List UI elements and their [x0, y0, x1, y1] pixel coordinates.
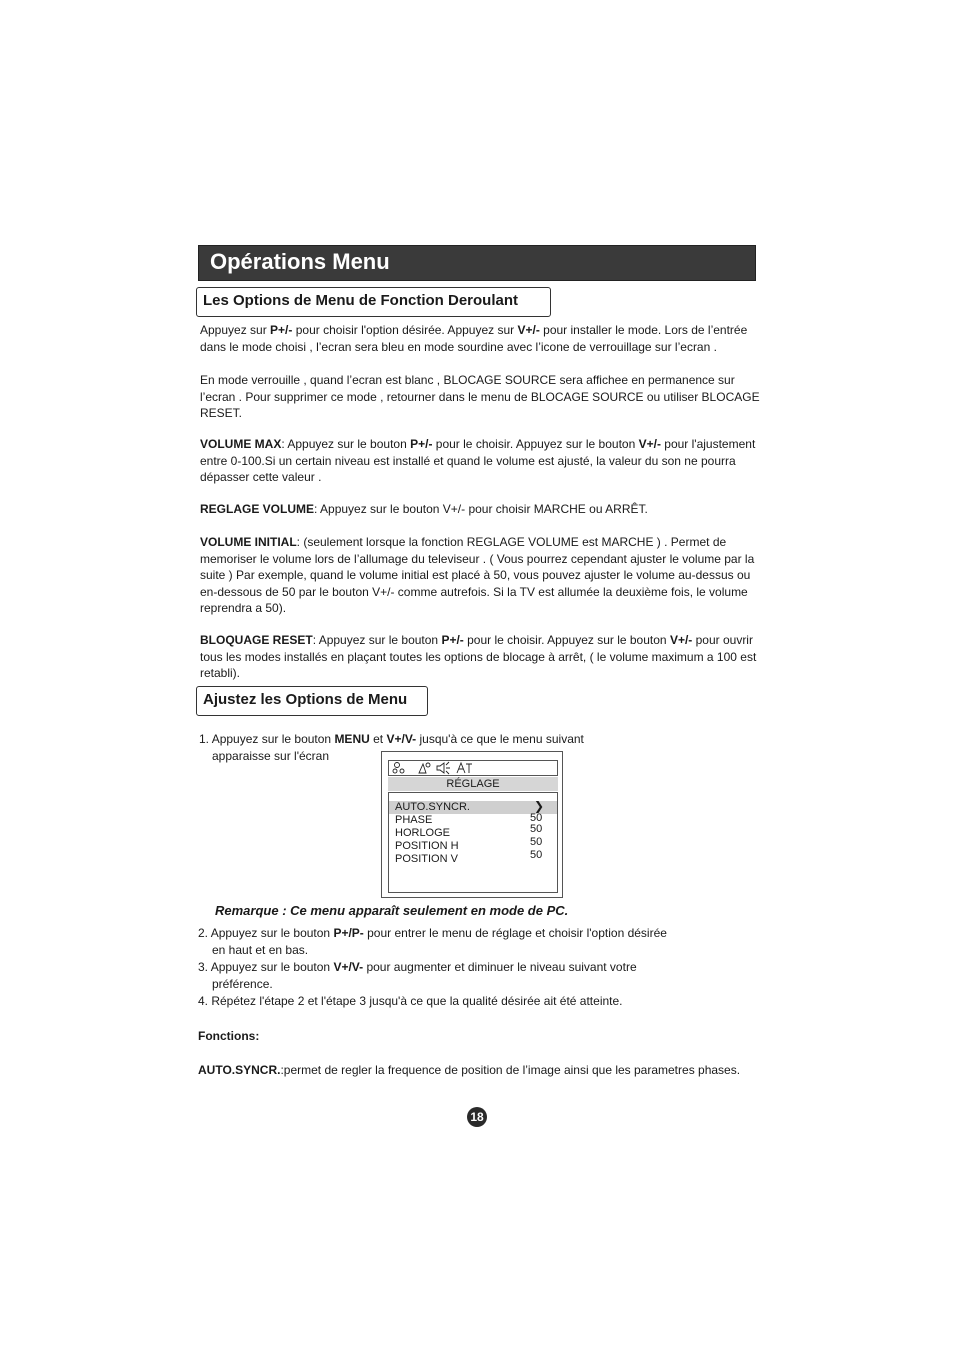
key-p: P+/-: [410, 437, 433, 451]
section-title-ajustez-text: Ajustez les Options de Menu: [203, 691, 408, 708]
key-menu: MENU: [334, 732, 370, 746]
key-v: V+/-: [638, 437, 661, 451]
section-title-deroulant: [196, 287, 551, 317]
fonctions-heading-text: Fonctions:: [198, 1029, 260, 1043]
osd-menu: [381, 751, 563, 898]
step-number: 3.: [198, 960, 209, 974]
bloquage-reset-paragraph: [200, 632, 760, 682]
step-4: [198, 993, 758, 1010]
volume-max-text: pour le choisir. Appuyez sur le bouton: [432, 437, 639, 451]
key-v: V+/-: [517, 323, 540, 337]
reglage-volume-paragraph: [200, 501, 760, 518]
step-text: Appuyez sur le bouton: [208, 960, 334, 974]
osd-menu-item-label: HORLOGE: [395, 827, 451, 839]
auto-syncr-paragraph: [198, 1062, 743, 1079]
reglage-volume-label: REGLAGE VOLUME: [200, 502, 315, 516]
step-text: et: [369, 732, 387, 746]
osd-menu-item-value: 50: [530, 849, 543, 861]
step-number: 1.: [199, 732, 210, 746]
step-4-text: 4. Répétez l'étape 2 et l'étape 3 jusqu'à ce que la qualité désirée ait été atteinte.: [198, 994, 623, 1008]
volume-max-paragraph: [200, 436, 760, 486]
key-p: P+/P-: [333, 926, 364, 940]
bloquage-reset-text: : Appuyez sur le bouton: [312, 633, 442, 647]
chevron-right-icon: ❯: [534, 799, 545, 813]
osd-menu-item-label: POSITION H: [395, 840, 459, 852]
step-2: [198, 925, 738, 959]
reglage-volume-text: : Appuyez sur le bouton V+/- pour choisir MARCHE ou ARRÊT.: [314, 502, 648, 516]
intro-text: Appuyez sur: [200, 323, 271, 337]
osd-menu-item-label: POSITION V: [395, 853, 458, 865]
step-text: pour augmenter et diminuer le niveau suivant votre: [363, 960, 637, 974]
volume-initial-text: : (seulement lorsque la fonction REGLAGE VOLUME est MARCHE ) . Permet de memoriser le volume lors de l’allumage du televiseur . ( Vous pourrez cependant ajuster le volume par la suite ) Par exemple, quand le volume initial est placé à 50, vous pouvez ajuster le volume au-dessus ou en-dessous de 50 par le bouton V+/- comme autrefois. Si la TV est allumée la deuxième fois, le volume reprendra a 50).: [200, 535, 755, 615]
step-3: [198, 959, 738, 993]
bloquage-reset-label: BLOQUAGE RESET: [200, 633, 313, 647]
key-p: P+/-: [441, 633, 464, 647]
step-1-line-2: apparaisse sur l'écran: [212, 749, 330, 763]
intro-paragraph-1: [200, 322, 760, 355]
key-p: P+/-: [270, 323, 293, 337]
section-title-deroulant-text: Les Options de Menu de Fonction Deroulant: [203, 292, 519, 309]
step-text: Appuyez sur le bouton: [209, 732, 335, 746]
key-v: V+/-: [669, 633, 693, 647]
osd-menu-list: [388, 792, 558, 893]
intro-text: pour choisir l'option désirée. Appuyez sur: [292, 323, 518, 337]
osd-menu-item-value: 50: [530, 812, 543, 824]
volume-initial-paragraph: [200, 534, 760, 617]
bloquage-reset-text: pour le choisir. Appuyez sur le bouton: [463, 633, 670, 647]
page-header-banner: [198, 245, 756, 281]
volume-max-text: : Appuyez sur le bouton: [281, 437, 411, 451]
volume-max-text: pour l'ajustement entre 0-100.Si un certain niveau est installé et quand le volume est ajusté, la valeur du son ne pourra dépasser cette valeur .: [200, 437, 756, 484]
key-v: V+/V-: [333, 960, 364, 974]
key-v: V+/V-: [386, 732, 417, 746]
auto-syncr-label: AUTO.SYNCR.: [198, 1063, 281, 1077]
page-title: Opérations Menu: [210, 249, 390, 274]
osd-menu-title: RÉGLAGE: [388, 777, 558, 791]
section-title-ajustez: [196, 686, 428, 716]
auto-syncr-text: :permet de regler la frequence de position de l’image ainsi que les parametres phases.: [280, 1063, 741, 1077]
intro-text-2: En mode verrouille , quand l’ecran est blanc , BLOCAGE SOURCE sera affichee en permanence sur l’ecran . Pour supprimer ce mode , retourner dans le menu de BLOCAGE SOURCE ou utiliser BLOCAGE RESET.: [200, 373, 760, 420]
step-text: pour entrer le menu de réglage et choisir l'option désirée: [363, 926, 667, 940]
volume-max-label: VOLUME MAX: [200, 437, 282, 451]
step-text: jusqu'à ce que le menu suivant: [416, 732, 584, 746]
osd-menu-item-position-v[interactable]: [389, 849, 557, 866]
osd-menu-icon-bar: [388, 760, 558, 776]
osd-menu-item-label: PHASE: [395, 814, 433, 826]
step-number: 2.: [198, 926, 209, 940]
step-text: Appuyez sur le bouton: [208, 926, 334, 940]
step-2-line-2: en haut et en bas.: [212, 943, 309, 957]
remark-pc-mode: Remarque : Ce menu apparaît seulement en mode de PC.: [215, 903, 569, 918]
intro-text: pour installer le mode. Lors de l’entrée dans le mode choisi , l’ecran sera bleu en mode sourdine avec l’icone de verrouillage sur l’ecran .: [200, 323, 748, 354]
step-3-line-2: préférence.: [212, 977, 273, 991]
bloquage-reset-text: pour ouvrir tous les modes installés en plaçant toutes les options de blocage à arrêt, ( le volume maximum a 100 est retabli).: [200, 633, 757, 680]
fonctions-heading: [198, 1028, 259, 1045]
page-number: 18: [467, 1107, 487, 1127]
intro-paragraph-2: [200, 372, 760, 422]
osd-menu-item-value: 50: [530, 836, 543, 848]
osd-menu-item-value: 50: [530, 823, 543, 835]
volume-initial-label: VOLUME INITIAL: [200, 535, 297, 549]
osd-menu-item-label: AUTO.SYNCR.: [395, 801, 470, 813]
